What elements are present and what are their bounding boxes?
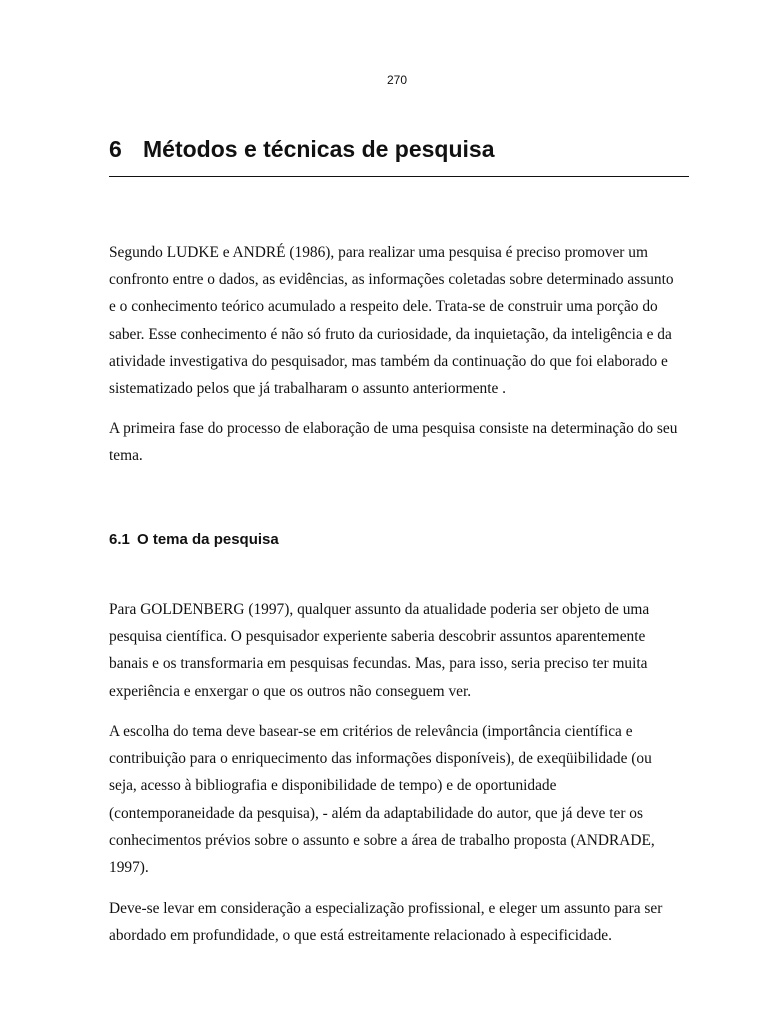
text-line: Segundo LUDKE e ANDRÉ (1986), para realizar uma pesquisa é preciso promover um [109,244,648,261]
text-line: 1997). [109,859,149,877]
chapter-number: 6 [109,136,122,162]
text-line: abordado em profundidade, o que está estreitamente relacionado à especificidade. [109,927,612,945]
section-heading [109,531,279,548]
text-line: saber. Esse conhecimento é não só fruto da curiosidade, da inquietação, da inteligência e da [109,325,672,343]
text-line: seja, acesso à bibliografia e disponibilidade de tempo) e de oportunidade [109,777,557,795]
text-line: (contemporaneidade da pesquisa), - além da adaptabilidade do autor, que já deve ter os [109,804,643,822]
text-line: e o conhecimento teórico acumulado a respeito dele. Trata-se de construir uma porção do [109,298,658,316]
text-line: Deve-se levar em consideração a especialização profissional, e eleger um assunto para ser [109,900,663,917]
text-line: confronto entre o dados, as evidências, as informações coletadas sobre determinado assunto [109,271,674,289]
text-line: tema. [109,447,143,465]
paragraph-primeira-fase [109,415,699,469]
text-line: A primeira fase do processo de elaboração de uma pesquisa consiste na determinação do seu [109,420,678,437]
paragraph-escolha-tema [109,718,699,881]
paragraph-especializacao [109,895,699,949]
text-line: Para GOLDENBERG (1997), qualquer assunto da atualidade poderia ser objeto de uma [109,601,650,618]
text-line: experiência e enxergar o que os outros não conseguem ver. [109,682,472,700]
chapter-title-text: Métodos e técnicas de pesquisa [143,136,495,162]
text-line: pesquisa científica. O pesquisador experiente saberia descobrir assuntos aparentemente [109,628,646,646]
text-line: banais e os transformaria em pesquisas fecundas. Mas, para isso, seria preciso ter muita [109,655,648,673]
paragraph-goldenberg [109,596,699,705]
chapter-title-rule [109,176,689,177]
chapter-title [109,136,495,163]
section-title: O tema da pesquisa [137,531,279,548]
text-line: atividade investigativa do pesquisador, mas também da continuação do que foi elaborado e [109,352,668,370]
text-line: A escolha do tema deve basear-se em critérios de relevância (importância científica e [109,723,633,740]
section-number: 6.1 [109,531,130,548]
text-line: conhecimentos prévios sobre o assunto e sobre a área de trabalho proposta (ANDRADE, [109,831,655,849]
paragraph-ludke-andre [109,239,699,402]
text-line: sistematizado pelos que já trabalharam o assunto anteriormente . [109,380,507,398]
text-line: contribuição para o enriquecimento das informações disponíveis), de exeqüibilidade (ou [109,750,652,768]
page-number: 270 [386,73,408,87]
